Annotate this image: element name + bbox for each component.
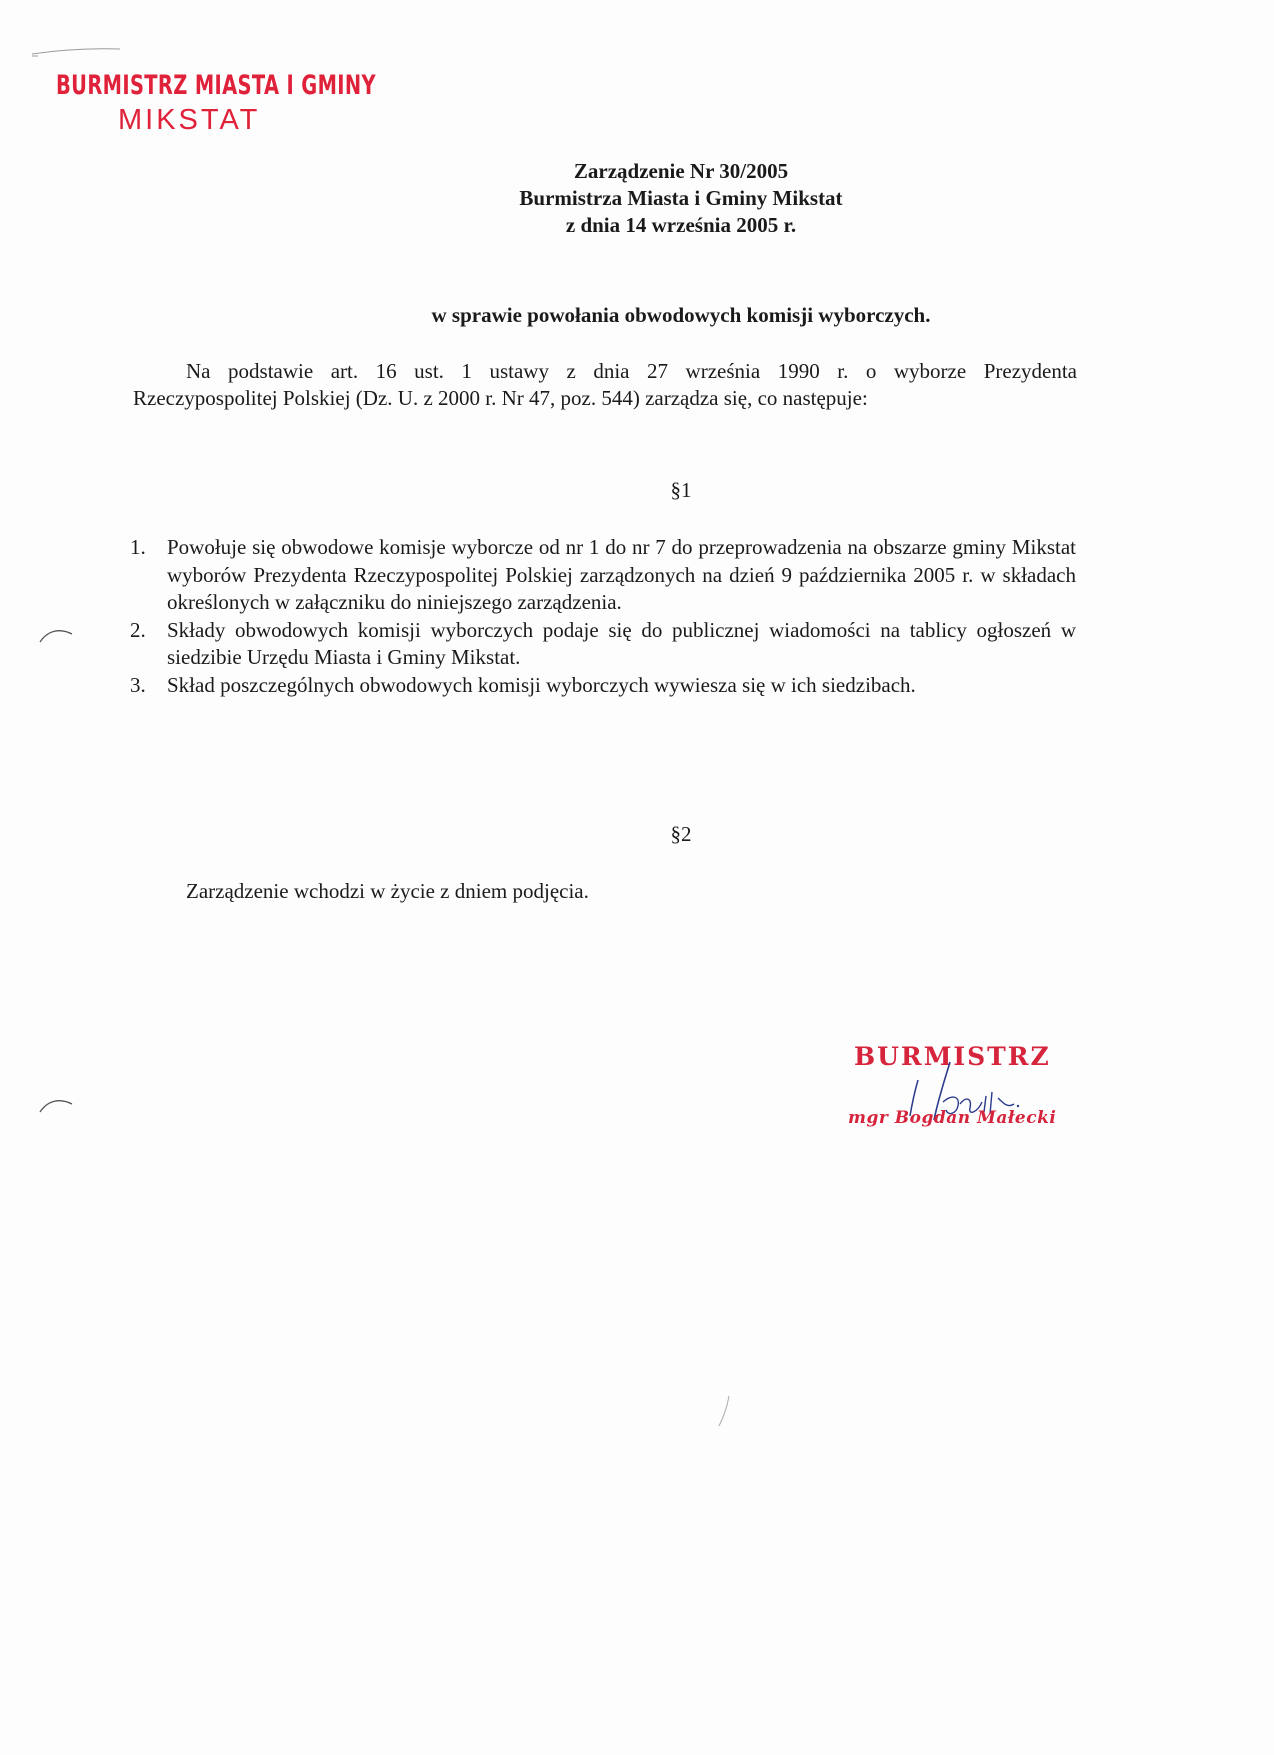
list-item-text: Powołuje się obwodowe komisje wyborcze od nr 1 do nr 7 do przeprowadzenia na obszarze gminy Mikstat wyborów Prezydenta Rzeczypospolitej Polskiej zarządzonych na dzień 9 października 2005 r. w składach określonych w załączniku do niniejszego zarządzenia.: [167, 535, 1076, 614]
list-item: [130, 672, 1076, 700]
punch-hole-mark-upper: [30, 620, 80, 650]
list-item-number: 2.: [130, 617, 146, 642]
office-stamp-line2: MIKSTAT: [118, 104, 261, 136]
legal-basis-paragraph: [133, 358, 1077, 412]
legal-basis-line-1: Na podstawie art. 16 ust. 1 ustawy z dnia 27 września 1990 r. o wyborze Prezydenta: [186, 359, 1077, 383]
list-item-number: 3.: [130, 672, 146, 697]
list-item: [130, 617, 1076, 672]
signature-stamp-name: mgr Bogdan Małecki: [848, 1108, 1057, 1128]
title-line-3: z dnia 14 września 2005 r.: [565, 213, 797, 237]
signature-stamp-title: BURMISTRZ: [854, 1042, 1051, 1071]
section-2-mark: §2: [670, 822, 692, 846]
document-title: [0, 158, 1274, 239]
section-2-text: Zarządzenie wchodzi w życie z dniem podjęcia.: [186, 879, 589, 903]
list-item-text: Składy obwodowych komisji wyborczych podaje się do publicznej wiadomości na tablicy ogłoszeń w siedzibie Urzędu Miasta i Gminy Mikstat.: [167, 617, 1076, 669]
list-item: [130, 534, 1076, 617]
title-line-2: Burmistrza Miasta i Gminy Mikstat: [519, 186, 843, 210]
section-1-list: [130, 534, 1076, 699]
title-line-1: Zarządzenie Nr 30/2005: [573, 159, 789, 183]
office-stamp-line1: BURMISTRZ MIASTA I GMINY: [56, 70, 376, 101]
legal-basis-line-2: Rzeczypospolitej Polskiej (Dz. U. z 2000 r. Nr 47, poz. 544) zarządza się, co następuje:: [133, 386, 868, 410]
office-stamp: [56, 70, 376, 137]
section-1-mark: §1: [670, 478, 692, 502]
scan-mark-top-left: [28, 36, 138, 66]
stray-mark: [715, 1392, 735, 1432]
list-item-number: 1.: [130, 535, 146, 559]
list-item-text: Skład poszczególnych obwodowych komisji wyborczych wywiesza się w ich siedzibach.: [167, 672, 916, 697]
document-subject: w sprawie powołania obwodowych komisji wyborczych.: [431, 303, 931, 327]
signature-stamp: [848, 1042, 1078, 1142]
punch-hole-mark-lower: [30, 1090, 80, 1120]
